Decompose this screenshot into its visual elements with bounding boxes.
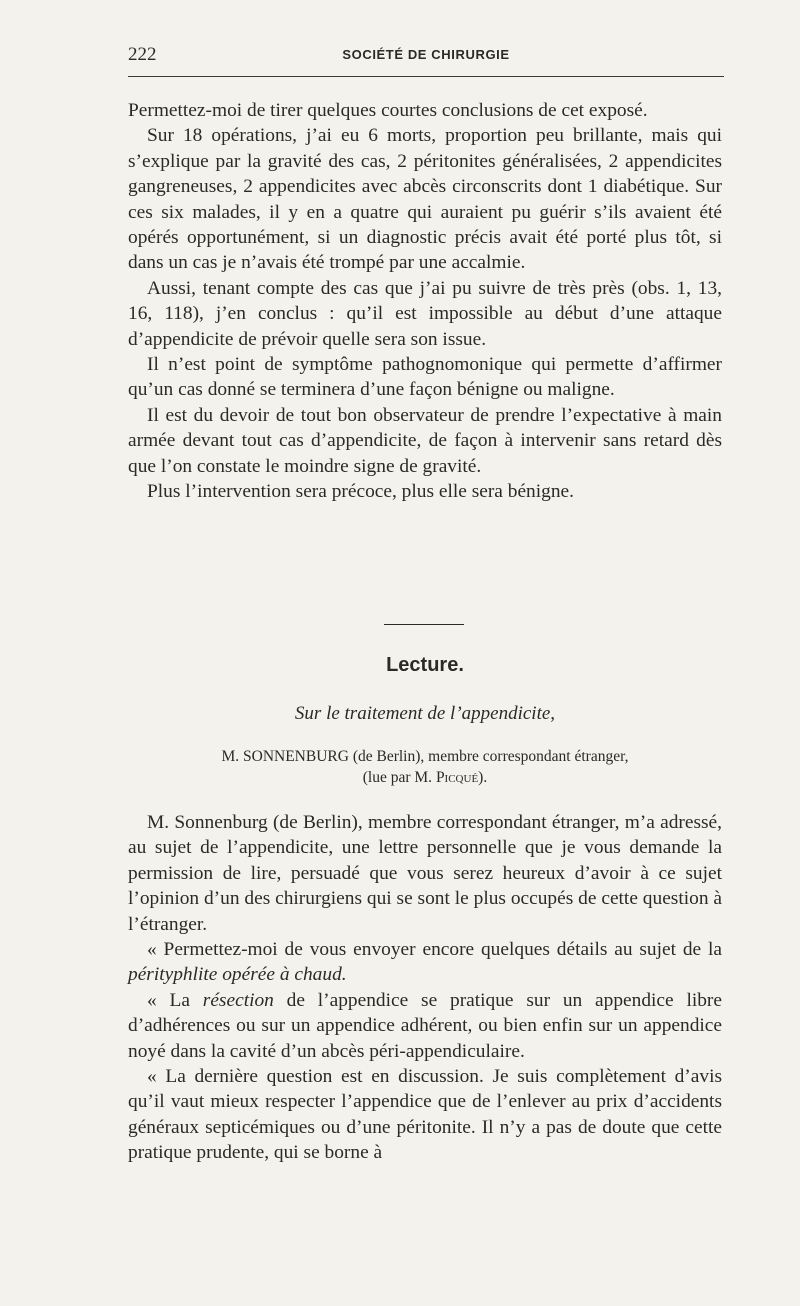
italic-term: résection xyxy=(202,989,274,1011)
letter-section xyxy=(128,810,722,1166)
paragraph: Sur 18 opérations, j’ai eu 6 morts, proportion peu brillante, mais qui s’explique par la gravité des cas, 2 péritonites généralisées, 2 appendicites gangreneuses, 2 appendicites avec abcès circonscrits dont 1 diabétique. Sur ces six malades, il y en a quatre qui auraient pu guérir s’ils avaient été opérés opportunément, si un diagnostic précis avait été porté plus tôt, si dans un cas je n’avais été trompé par une accalmie. xyxy=(128,125,722,274)
article-title: Sur le traitement de l’appendicite, xyxy=(294,703,556,724)
section-divider xyxy=(384,624,464,625)
paragraph: Plus l’intervention sera précoce, plus elle sera bénigne. xyxy=(147,481,574,503)
byline-suffix: ). xyxy=(478,769,488,786)
text-run: de l’appendice se pratique sur un appendice libre d’adhérences ou sur un appendice adhérent, ou bien enfin sur un appendice noyé dans la cavité d’un abcès péri-appendiculaire. xyxy=(128,989,722,1062)
paragraph: « La dernière question est en discussion. Je suis complètement d’avis qu’il vaut mieux respecter l’appendice que de l’enlever au prix d’accidents généraux septicémiques ou d’une péritonite. Il n’y a pas de doute que cette pratique prudente, qui se borne à xyxy=(128,1066,722,1164)
page-header xyxy=(128,44,724,74)
conclusions-section xyxy=(128,98,722,505)
paragraph: Il n’est point de symptôme pathognomonique qui permette d’affirmer qu’un cas donné se terminera d’une façon bénigne ou maligne. xyxy=(128,354,722,401)
paragraph: Il est du devoir de tout bon observateur de prendre l’expectative à main armée devant tout cas d’appendicite, de façon à intervenir sans retard dès que l’on constate le moindre signe de gravité. xyxy=(128,404,722,477)
byline xyxy=(128,746,722,788)
lecture-heading: Lecture. xyxy=(386,654,464,676)
text-run: « Permettez-moi de vous envoyer encore quelques détails au sujet de la xyxy=(147,939,722,961)
header-rule xyxy=(128,76,724,77)
paragraph: Aussi, tenant compte des cas que j’ai pu suivre de très près (obs. 1, 13, 16, 118), j’en conclus : qu’il est impossible au début d’une attaque d’appendicite de prévoir quelle sera son issue. xyxy=(128,277,722,350)
italic-term: pérityphlite opérée à chaud. xyxy=(128,964,347,986)
paragraph xyxy=(128,988,722,1064)
running-title: SOCIÉTÉ DE CHIRURGIE xyxy=(342,47,510,62)
paragraph: Permettez-moi de tirer quelques courtes conclusions de cet exposé. xyxy=(128,100,648,121)
byline-reader xyxy=(128,767,722,788)
byline-author: M. SONNENBURG (de Berlin), membre correspondant étranger, xyxy=(221,748,629,765)
paragraph xyxy=(128,937,722,988)
reader-name: Picqué xyxy=(435,769,479,786)
page-number: 222 xyxy=(128,44,157,65)
paragraph: M. Sonnenburg (de Berlin), membre correspondant étranger, m’a adressé, au sujet de l’appendicite, une lettre personnelle que je vous demande la permission de lire, persuadé que vous serez heureux d’avoir à ce sujet l’opinion d’un des chirurgiens qui se sont le plus occupés de cette question à l’étranger. xyxy=(128,812,722,935)
text-run: « La xyxy=(147,989,203,1011)
byline-prefix: (lue par M. xyxy=(362,769,436,786)
